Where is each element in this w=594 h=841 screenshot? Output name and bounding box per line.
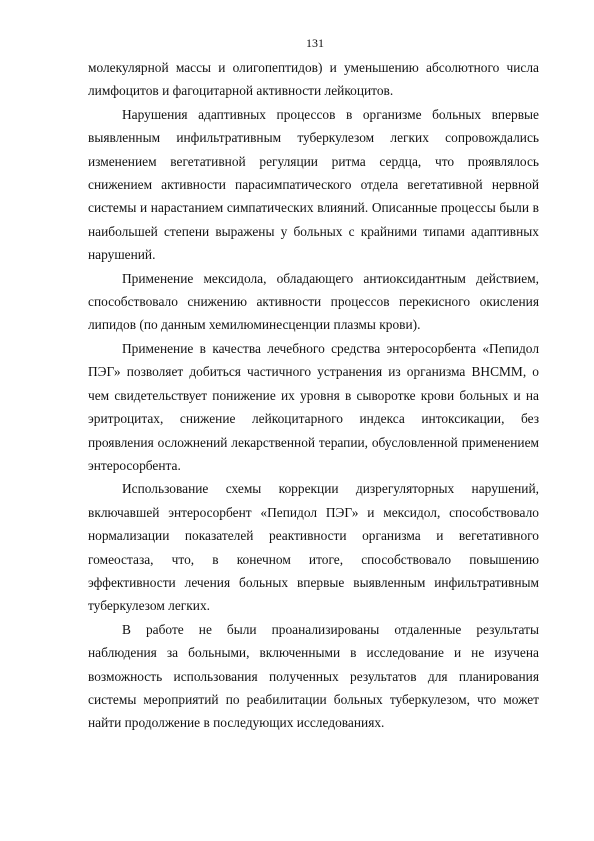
paragraph-adaptive-disorders: Нарушения адаптивных процессов в организме больных впервые выявленным инфильтративным туберкулезом легких сопровождались изменением вегетативной регуляции ритма сердца, что проявлялось снижением активности парасимпатического отдела вегетативной нервной системы и нарастанием симпатических влияний. Описанные процессы были в наибольшей степени выражены у больных с крайними типами адаптивных нарушений. [88, 106, 539, 263]
page-number: 131 [306, 36, 324, 50]
paragraph-continuation: молекулярной массы и олигопептидов) и уменьшению абсолютного числа лимфоцитов и фагоцитарной активности лейкоцитов. [88, 60, 539, 99]
paragraph-limitations: В работе не были проанализированы отдаленные результаты наблюдения за больными, включенными в исследование и не изучена возможность использования полученных результатов для планирования системы мероприятий по реабилитации больных туберкулезом, что может найти продолжение в последующих исследованиях. [88, 621, 539, 731]
paragraph-mexidol: Применение мексидола, обладающего антиоксидантным действием, способствовало снижению активности процессов перекисного окисления липидов (по данным хемилюминесценции плазмы крови). [88, 270, 539, 333]
page-body [88, 56, 539, 735]
paragraph-correction-scheme: Использование схемы коррекции дизрегуляторных нарушений, включавшей энтеросорбент «Пепидол ПЭГ» и мексидол, способствовало нормализации показателей реактивности организма и вегетативного гомеостаза, что, в конечном итоге, способствовало повышению эффективности лечения больных впервые выявленным инфильтративным туберкулезом легких. [88, 481, 539, 614]
paragraph-enterosorbent: Применение в качества лечебного средства энтеросорбента «Пепидол ПЭГ» позволяет добиться частичного устранения из организма ВНСММ, о чем свидетельствует понижение их уровня в сыворотке крови больных и на эритроцитах, снижение лейкоцитарного индекса интоксикации, без проявления осложнений лекарственной терапии, обусловленной применением энтеросорбента. [88, 340, 539, 473]
